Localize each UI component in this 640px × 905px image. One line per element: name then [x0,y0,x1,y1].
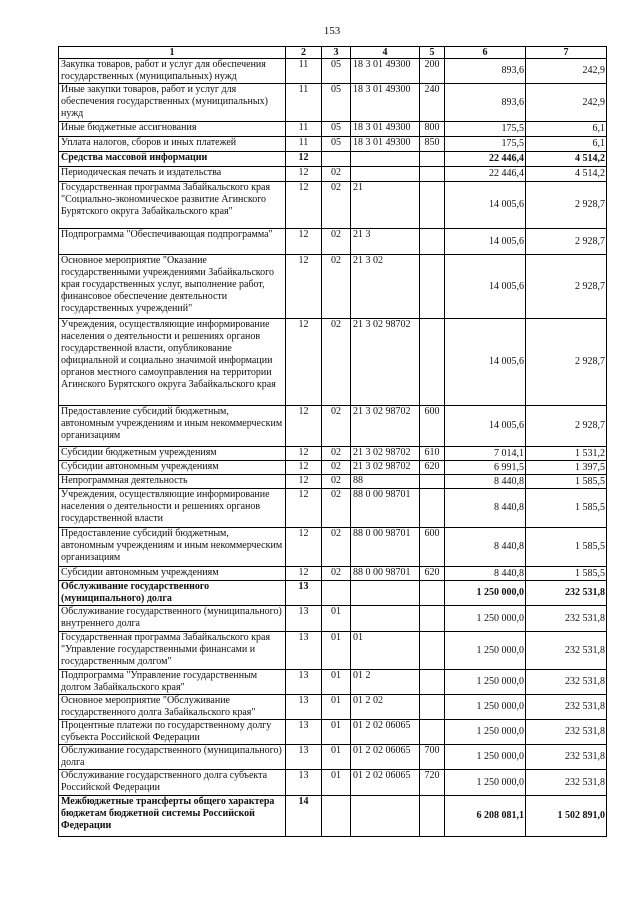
expense-type-code-cell: 600 [420,528,445,567]
page-number: 153 [323,25,341,37]
section-code-cell: 12 [286,255,322,319]
item-name-cell: Обслуживание государственного (муниципального) внутреннего долга [59,606,286,632]
item-name-cell: Обслуживание государственного долга субъекта Российской Федерации [59,770,286,796]
table-row [59,567,607,581]
subsection-code-cell: 01 [322,770,351,796]
amount-col7-cell: 232 531,8 [526,606,607,632]
column-header: 5 [420,47,445,59]
expense-type-code-cell [420,475,445,489]
item-name-cell: Обслуживание государственного (муниципального) долга [59,745,286,770]
section-code-cell: 12 [286,152,322,167]
expense-type-code-cell [420,670,445,695]
amount-col7-cell: 1 585,5 [526,567,607,581]
target-article-code-cell: 01 2 [351,670,420,695]
subsection-code-cell: 02 [322,528,351,567]
section-code-cell: 12 [286,319,322,406]
subsection-code-cell: 01 [322,632,351,670]
amount-col7-cell: 1 531,2 [526,447,607,461]
section-code-cell: 11 [286,59,322,84]
target-article-code-cell: 88 [351,475,420,489]
target-article-code-cell: 88 0 00 98701 [351,489,420,528]
amount-col6-cell: 22 446,4 [445,152,526,167]
subsection-code-cell: 02 [322,489,351,528]
table-body [59,59,607,837]
item-name-cell: Процентные платежи по государственному долгу субъекта Российской Федерации [59,720,286,745]
item-name-cell: Государственная программа Забайкальского края "Управление государственными финансами и государственным долгом" [59,632,286,670]
expense-type-code-cell [420,319,445,406]
target-article-code-cell: 21 3 02 98702 [351,447,420,461]
section-code-cell: 13 [286,581,322,606]
table-row [59,606,607,632]
target-article-code-cell [351,152,420,167]
amount-col6-cell: 6 991,5 [445,461,526,475]
expense-type-code-cell: 610 [420,447,445,461]
amount-col6-cell: 8 440,8 [445,567,526,581]
section-code-cell: 12 [286,567,322,581]
amount-col6-cell: 8 440,8 [445,528,526,567]
table-row [59,229,607,255]
expense-type-code-cell [420,581,445,606]
table-row [59,475,607,489]
table-header-row [59,47,607,59]
subsection-code-cell: 02 [322,461,351,475]
amount-col7-cell: 1 585,5 [526,528,607,567]
amount-col6-cell: 14 005,6 [445,406,526,447]
target-article-code-cell: 18 3 01 49300 [351,137,420,152]
subsection-code-cell: 02 [322,319,351,406]
expense-type-code-cell: 600 [420,406,445,447]
amount-col7-cell: 232 531,8 [526,695,607,720]
amount-col6-cell: 175,5 [445,122,526,137]
amount-col6-cell: 8 440,8 [445,475,526,489]
expense-type-code-cell [420,152,445,167]
section-code-cell: 12 [286,489,322,528]
amount-col7-cell: 6,1 [526,122,607,137]
section-code-cell: 12 [286,167,322,182]
subsection-code-cell: 02 [322,475,351,489]
target-article-code-cell: 21 [351,182,420,229]
target-article-code-cell [351,167,420,182]
subsection-code-cell: 01 [322,670,351,695]
target-article-code-cell: 01 2 02 06065 [351,745,420,770]
expense-type-code-cell: 200 [420,59,445,84]
subsection-code-cell: 02 [322,567,351,581]
section-code-cell: 12 [286,528,322,567]
section-code-cell: 13 [286,695,322,720]
target-article-code-cell [351,606,420,632]
expense-type-code-cell: 700 [420,745,445,770]
item-name-cell: Основное мероприятие "Оказание государственными учреждениями Забайкальского края государственных услуг, выполнение работ, финансовое обеспечение деятельности государственных учреждений" [59,255,286,319]
item-name-cell: Межбюджетные трансферты общего характера бюджетам бюджетной системы Российской Федерации [59,796,286,837]
subsection-code-cell [322,796,351,837]
expense-type-code-cell [420,695,445,720]
table-row [59,122,607,137]
table-row [59,84,607,122]
target-article-code-cell: 01 2 02 [351,695,420,720]
amount-col7-cell: 232 531,8 [526,581,607,606]
item-name-cell: Субсидии автономным учреждениям [59,461,286,475]
expense-type-code-cell: 620 [420,567,445,581]
section-code-cell: 12 [286,475,322,489]
table-row [59,182,607,229]
section-code-cell: 13 [286,606,322,632]
expense-type-code-cell [420,167,445,182]
column-header: 4 [351,47,420,59]
amount-col7-cell: 4 514,2 [526,152,607,167]
amount-col6-cell: 1 250 000,0 [445,720,526,745]
column-header: 6 [445,47,526,59]
subsection-code-cell [322,581,351,606]
item-name-cell: Обслуживание государственного (муниципального) долга [59,581,286,606]
expense-type-code-cell: 800 [420,122,445,137]
item-name-cell: Субсидии автономным учреждениям [59,567,286,581]
amount-col7-cell: 2 928,7 [526,255,607,319]
subsection-code-cell: 05 [322,137,351,152]
subsection-code-cell: 02 [322,447,351,461]
table-row [59,406,607,447]
amount-col6-cell: 14 005,6 [445,255,526,319]
target-article-code-cell [351,581,420,606]
section-code-cell: 11 [286,122,322,137]
amount-col7-cell: 2 928,7 [526,229,607,255]
amount-col7-cell: 232 531,8 [526,770,607,796]
target-article-code-cell: 01 [351,632,420,670]
amount-col6-cell: 14 005,6 [445,229,526,255]
subsection-code-cell: 02 [322,255,351,319]
item-name-cell: Средства массовой информации [59,152,286,167]
amount-col6-cell: 6 208 081,1 [445,796,526,837]
amount-col6-cell: 1 250 000,0 [445,745,526,770]
budget-table [58,46,607,837]
target-article-code-cell: 21 3 02 [351,255,420,319]
amount-col7-cell: 242,9 [526,84,607,122]
item-name-cell: Закупка товаров, работ и услуг для обеспечения государственных (муниципальных) нужд [59,59,286,84]
item-name-cell: Иные закупки товаров, работ и услуг для обеспечения государственных (муниципальных) нужд [59,84,286,122]
table-row [59,489,607,528]
target-article-code-cell: 18 3 01 49300 [351,122,420,137]
target-article-code-cell [351,796,420,837]
item-name-cell: Учреждения, осуществляющие информирование населения о деятельности и решениях органов государственной власти, опубликование официальной и социально значимой информации органов местного самоуправления на территории Агинского Бурятского округа Забайкальского края [59,319,286,406]
subsection-code-cell: 01 [322,745,351,770]
expense-type-code-cell [420,489,445,528]
section-code-cell: 12 [286,182,322,229]
subsection-code-cell: 02 [322,167,351,182]
table-row [59,745,607,770]
amount-col7-cell: 1 585,5 [526,475,607,489]
expense-type-code-cell: 240 [420,84,445,122]
table-row [59,528,607,567]
table-row [59,447,607,461]
amount-col6-cell: 1 250 000,0 [445,770,526,796]
target-article-code-cell: 18 3 01 49300 [351,84,420,122]
expense-type-code-cell [420,182,445,229]
amount-col6-cell: 1 250 000,0 [445,695,526,720]
table-row [59,59,607,84]
amount-col6-cell: 1 250 000,0 [445,581,526,606]
column-header: 3 [322,47,351,59]
section-code-cell: 12 [286,447,322,461]
target-article-code-cell: 01 2 02 06065 [351,770,420,796]
amount-col6-cell: 7 014,1 [445,447,526,461]
target-article-code-cell: 01 2 02 06065 [351,720,420,745]
item-name-cell: Периодическая печать и издательства [59,167,286,182]
item-name-cell: Предоставление субсидий бюджетным, автономным учреждениям и иным некоммерческим организациям [59,528,286,567]
section-code-cell: 13 [286,632,322,670]
subsection-code-cell: 01 [322,695,351,720]
table-row [59,255,607,319]
item-name-cell: Государственная программа Забайкальского края "Социально-экономическое развитие Агинского Бурятского округа Забайкальского края" [59,182,286,229]
section-code-cell: 13 [286,770,322,796]
amount-col6-cell: 175,5 [445,137,526,152]
column-header: 2 [286,47,322,59]
table-row [59,796,607,837]
amount-col7-cell: 1 502 891,0 [526,796,607,837]
amount-col7-cell: 232 531,8 [526,745,607,770]
subsection-code-cell: 05 [322,84,351,122]
table-row [59,152,607,167]
subsection-code-cell: 02 [322,406,351,447]
amount-col6-cell: 22 446,4 [445,167,526,182]
expense-type-code-cell [420,606,445,632]
amount-col6-cell: 8 440,8 [445,489,526,528]
item-name-cell: Непрограммная деятельность [59,475,286,489]
expense-type-code-cell: 720 [420,770,445,796]
subsection-code-cell: 01 [322,720,351,745]
expense-type-code-cell: 850 [420,137,445,152]
amount-col6-cell: 893,6 [445,59,526,84]
amount-col7-cell: 2 928,7 [526,406,607,447]
table-row [59,167,607,182]
amount-col7-cell: 4 514,2 [526,167,607,182]
section-code-cell: 12 [286,461,322,475]
subsection-code-cell: 02 [322,182,351,229]
amount-col6-cell: 893,6 [445,84,526,122]
subsection-code-cell: 01 [322,606,351,632]
subsection-code-cell: 05 [322,122,351,137]
amount-col6-cell: 1 250 000,0 [445,670,526,695]
table-row [59,461,607,475]
amount-col7-cell: 232 531,8 [526,632,607,670]
target-article-code-cell: 21 3 [351,229,420,255]
amount-col7-cell: 6,1 [526,137,607,152]
section-code-cell: 13 [286,720,322,745]
expense-type-code-cell [420,632,445,670]
section-code-cell: 13 [286,745,322,770]
amount-col7-cell: 2 928,7 [526,319,607,406]
table-row [59,770,607,796]
expense-type-code-cell [420,720,445,745]
table-row [59,137,607,152]
item-name-cell: Основное мероприятие "Обслуживание государственного долга Забайкальского края" [59,695,286,720]
section-code-cell: 14 [286,796,322,837]
amount-col6-cell: 14 005,6 [445,319,526,406]
subsection-code-cell: 05 [322,59,351,84]
section-code-cell: 11 [286,137,322,152]
amount-col7-cell: 232 531,8 [526,670,607,695]
table-row [59,319,607,406]
table-row [59,695,607,720]
table-row [59,632,607,670]
table-row [59,581,607,606]
column-header: 7 [526,47,607,59]
item-name-cell: Субсидии бюджетным учреждениям [59,447,286,461]
target-article-code-cell: 88 0 00 98701 [351,528,420,567]
expense-type-code-cell [420,255,445,319]
subsection-code-cell [322,152,351,167]
expense-type-code-cell [420,796,445,837]
table-row [59,670,607,695]
expense-type-code-cell [420,229,445,255]
subsection-code-cell: 02 [322,229,351,255]
item-name-cell: Иные бюджетные ассигнования [59,122,286,137]
expense-type-code-cell: 620 [420,461,445,475]
target-article-code-cell: 21 3 02 98702 [351,319,420,406]
target-article-code-cell: 21 3 02 98702 [351,406,420,447]
section-code-cell: 12 [286,406,322,447]
amount-col7-cell: 1 397,5 [526,461,607,475]
item-name-cell: Учреждения, осуществляющие информирование населения о деятельности и решениях органов государственной власти [59,489,286,528]
item-name-cell: Уплата налогов, сборов и иных платежей [59,137,286,152]
amount-col7-cell: 1 585,5 [526,489,607,528]
amount-col7-cell: 242,9 [526,59,607,84]
amount-col6-cell: 1 250 000,0 [445,606,526,632]
section-code-cell: 13 [286,670,322,695]
target-article-code-cell: 18 3 01 49300 [351,59,420,84]
target-article-code-cell: 21 3 02 98702 [351,461,420,475]
item-name-cell: Предоставление субсидий бюджетным, автономным учреждениям и иным некоммерческим организациям [59,406,286,447]
target-article-code-cell: 88 0 00 98701 [351,567,420,581]
item-name-cell: Подпрограмма "Обеспечивающая подпрограмма" [59,229,286,255]
amount-col6-cell: 14 005,6 [445,182,526,229]
section-code-cell: 12 [286,229,322,255]
item-name-cell: Подпрограмма "Управление государственным долгом Забайкальского края" [59,670,286,695]
section-code-cell: 11 [286,84,322,122]
table-row [59,720,607,745]
column-header: 1 [59,47,286,59]
amount-col7-cell: 232 531,8 [526,720,607,745]
amount-col6-cell: 1 250 000,0 [445,632,526,670]
amount-col7-cell: 2 928,7 [526,182,607,229]
